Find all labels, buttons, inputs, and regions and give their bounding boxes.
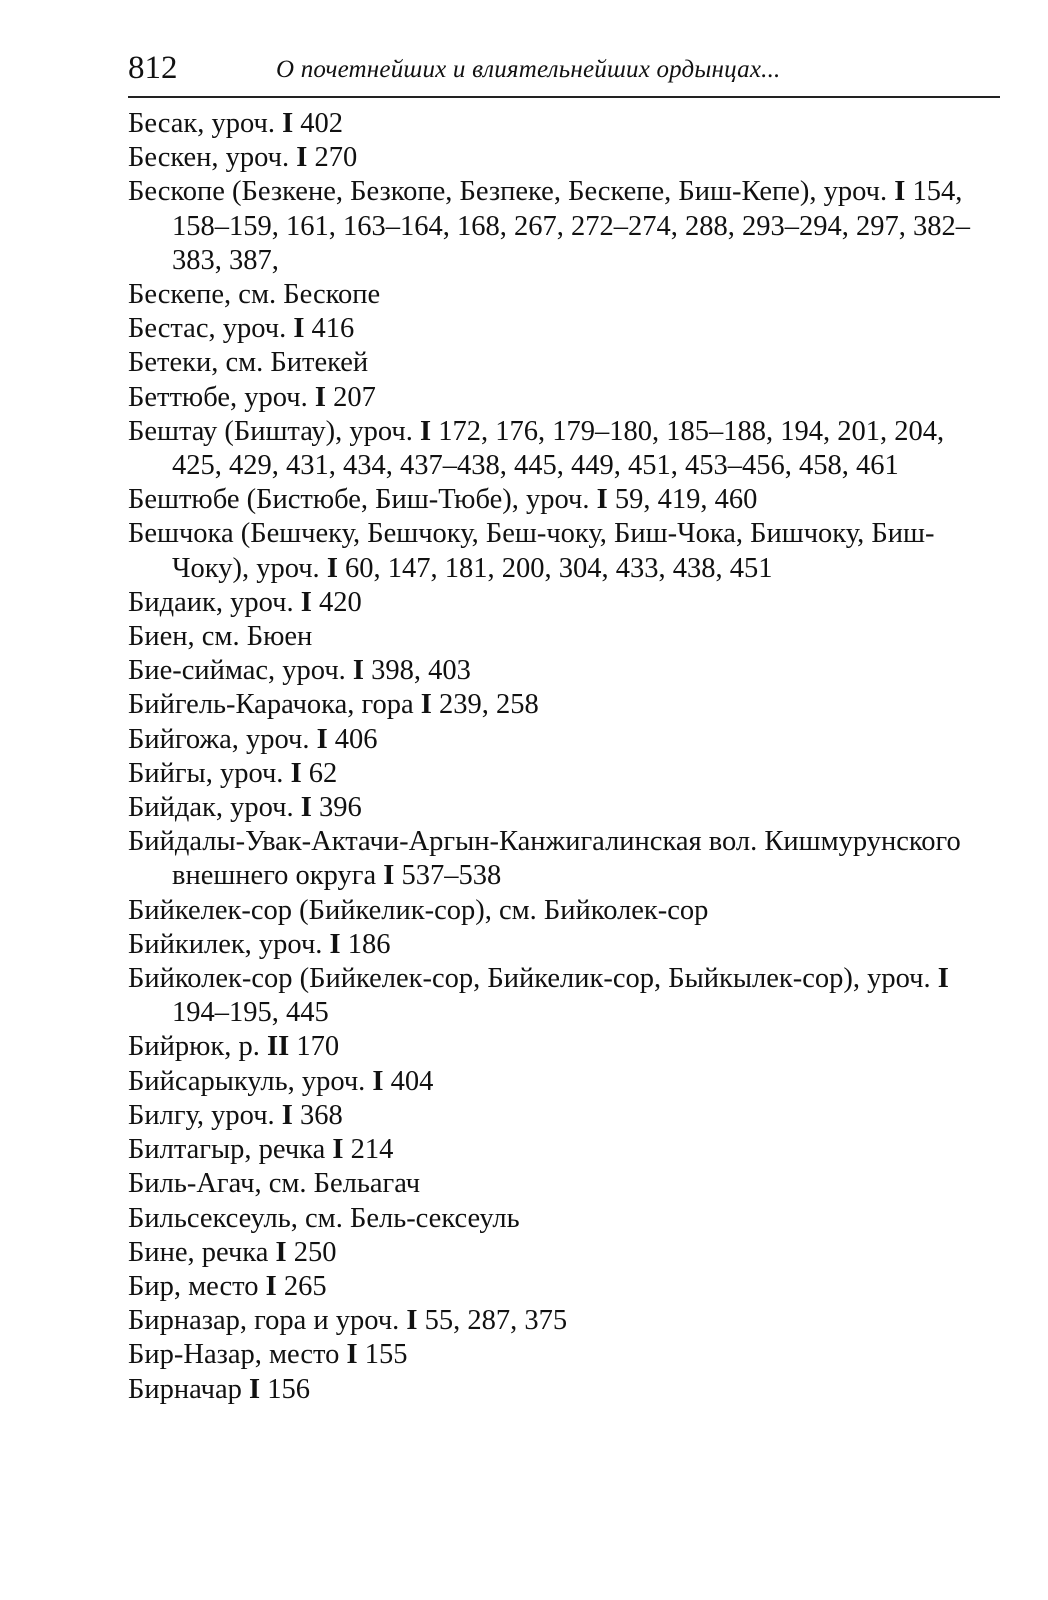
index-entry	[128, 1270, 1000, 1304]
entry-page-refs: 239, 258	[431, 689, 539, 721]
entry-volume: I	[420, 689, 432, 721]
entry-term: Бесак, уроч.	[128, 108, 283, 139]
entry-volume: I	[282, 108, 294, 139]
entry-page-refs: 156	[260, 1373, 310, 1405]
entry-page-refs: 406	[327, 723, 378, 755]
index-entry	[128, 757, 1000, 791]
entry-page-refs: 396	[311, 792, 362, 824]
entry-term: Бийколек-сор (Бийкелек-сор, Бийкелик-сор, Быйкылек-сор), уроч.	[128, 963, 938, 995]
entry-page-refs: 265	[276, 1270, 327, 1302]
entry-term: Бийрюк, р.	[128, 1031, 268, 1063]
entry-term: Бескепе, см. Бескопе	[128, 279, 381, 311]
index-entry	[128, 381, 1000, 415]
index-entry	[128, 1099, 1000, 1133]
page-number: 812	[128, 50, 178, 86]
entry-volume: II	[267, 1031, 290, 1063]
entry-page-refs: 55, 287, 375	[417, 1305, 568, 1337]
entry-page-refs: 250	[286, 1236, 337, 1268]
entry-volume: I	[300, 586, 312, 618]
entry-volume: I	[296, 142, 308, 174]
entry-page-refs: 62	[301, 757, 338, 789]
entry-volume: I	[352, 655, 364, 687]
index-entry	[128, 928, 1000, 962]
index-entry	[128, 517, 1000, 585]
index-entry	[128, 791, 1000, 825]
entry-page-refs: 60, 147, 181, 200, 304, 433, 438, 451	[337, 552, 773, 584]
entry-page-refs: 155	[357, 1339, 408, 1371]
entry-page-refs: 170	[289, 1031, 340, 1063]
entry-page-refs: 59, 419, 460	[607, 484, 758, 516]
entry-volume: I	[314, 381, 326, 413]
entry-volume: I	[329, 928, 341, 960]
entry-term: Бийгы, уроч.	[128, 757, 291, 789]
entry-volume: I	[420, 415, 432, 447]
entry-term: Биен, см. Бюен	[128, 621, 313, 653]
index-entry	[128, 175, 1000, 278]
index-entry	[128, 723, 1000, 757]
running-title: О почетнейших и влиятельнейших ордынцах...	[276, 56, 781, 83]
entry-volume: I	[275, 1236, 287, 1268]
entry-term: Бешчока (Бешчеку, Бешчоку, Беш-чоку, Биш-Чока, Бишчоку, Биш-Чоку), уроч.	[128, 518, 935, 584]
index-entry	[128, 1236, 1000, 1270]
entry-volume: I	[290, 757, 302, 789]
entry-page-refs: 537–538	[394, 860, 502, 892]
page-header	[128, 46, 1000, 98]
entry-volume: I	[383, 860, 395, 892]
index-entry	[128, 1202, 1000, 1236]
index-entry	[128, 688, 1000, 722]
entry-page-refs: 404	[383, 1065, 434, 1097]
index-entry	[128, 1304, 1000, 1338]
entry-page-refs: 214	[343, 1134, 394, 1166]
index-entry	[128, 278, 1000, 312]
index-entry	[128, 1065, 1000, 1099]
entry-term: Бийкилек, уроч.	[128, 928, 330, 960]
index-entry	[128, 654, 1000, 688]
entry-term: Бильсексеуль, см. Бель-сексеуль	[128, 1202, 520, 1234]
entry-term: Бийдак, уроч.	[128, 792, 301, 824]
entry-page-refs: 398, 403	[364, 655, 471, 687]
entry-page-refs: 207	[325, 381, 376, 413]
index-entry	[128, 962, 1000, 1030]
entry-page-refs: 416	[304, 313, 355, 345]
entry-page-refs: 270	[307, 142, 358, 174]
entry-volume: I	[326, 552, 338, 584]
entry-page-refs: 154, 158–159, 161, 163–164, 168, 267, 272–274, 288, 293–294, 297, 382–383, 387,	[172, 176, 970, 276]
entry-page-refs: 402	[293, 108, 344, 139]
index-entry	[128, 483, 1000, 517]
entry-volume: I	[316, 723, 328, 755]
entry-term: Бир, место	[128, 1270, 266, 1302]
entry-volume: I	[372, 1065, 384, 1097]
entry-term: Билтагыр, речка	[128, 1134, 333, 1166]
entry-term: Беттюбе, уроч.	[128, 381, 315, 413]
index-entry	[128, 1167, 1000, 1201]
index-entry	[128, 107, 1000, 141]
index-entry	[128, 1133, 1000, 1167]
index-entry	[128, 312, 1000, 346]
entry-volume: I	[293, 313, 305, 345]
entry-term: Бескен, уроч.	[128, 142, 297, 174]
index-entry	[128, 346, 1000, 380]
entry-term: Бештюбе (Бистюбе, Биш-Тюбе), уроч.	[128, 484, 597, 516]
entry-term: Бештау (Биштау), уроч.	[128, 415, 420, 447]
index-entry-list	[128, 107, 1000, 1407]
index-entry	[128, 620, 1000, 654]
entry-term: Бидаик, уроч.	[128, 586, 301, 618]
index-entry	[128, 1030, 1000, 1064]
entry-volume: I	[596, 484, 608, 516]
index-entry	[128, 894, 1000, 928]
entry-term: Бетеки, см. Битекей	[128, 347, 369, 379]
index-entry	[128, 415, 1000, 483]
index-entry	[128, 586, 1000, 620]
entry-term: Бирначар	[128, 1373, 249, 1405]
index-entry	[128, 1338, 1000, 1372]
entry-term: Бескопе (Безкене, Безкопе, Безпеке, Бескепе, Биш-Кепе), уроч.	[128, 176, 895, 208]
entry-term: Бийгожа, уроч.	[128, 723, 317, 755]
entry-term: Бие-сиймас, уроч.	[128, 655, 353, 687]
entry-volume: I	[346, 1339, 358, 1371]
entry-volume: I	[937, 963, 949, 995]
entry-term: Бийгель-Карачока, гора	[128, 689, 421, 721]
entry-page-refs: 420	[311, 586, 362, 618]
entry-term: Бийкелек-сор (Бийкелик-сор), см. Бийколек-сор	[128, 894, 709, 926]
entry-term: Билгу, уроч.	[128, 1099, 282, 1131]
entry-page-refs: 172, 176, 179–180, 185–188, 194, 201, 204, 425, 429, 431, 434, 437–438, 445, 449, 451, 453–456, 458, 461	[172, 415, 945, 482]
entry-page-refs: 186	[340, 928, 391, 960]
index-entry	[128, 141, 1000, 175]
entry-term: Биль-Агач, см. Бельагач	[128, 1168, 421, 1200]
entry-volume: I	[249, 1373, 261, 1405]
entry-term: Бийдалы-Увак-Актачи-Аргын-Канжигалинская вол. Кишмурунского внешнего округа	[128, 826, 961, 892]
entry-volume: I	[894, 176, 906, 208]
entry-volume: I	[332, 1134, 344, 1166]
entry-volume: I	[406, 1305, 418, 1337]
index-entry	[128, 1373, 1000, 1407]
index-entry	[128, 825, 1000, 893]
entry-term: Бирназар, гора и уроч.	[128, 1305, 407, 1337]
entry-page-refs: 368	[292, 1099, 343, 1131]
entry-volume: I	[265, 1270, 277, 1302]
entry-term: Бир-Назар, место	[128, 1339, 347, 1371]
entry-term: Бине, речка	[128, 1236, 276, 1268]
entry-volume: I	[281, 1099, 293, 1131]
entry-term: Бестас, уроч.	[128, 313, 294, 345]
entry-volume: I	[300, 792, 312, 824]
entry-page-refs: 194–195, 445	[172, 997, 329, 1029]
entry-term: Бийсарыкуль, уроч.	[128, 1065, 373, 1097]
